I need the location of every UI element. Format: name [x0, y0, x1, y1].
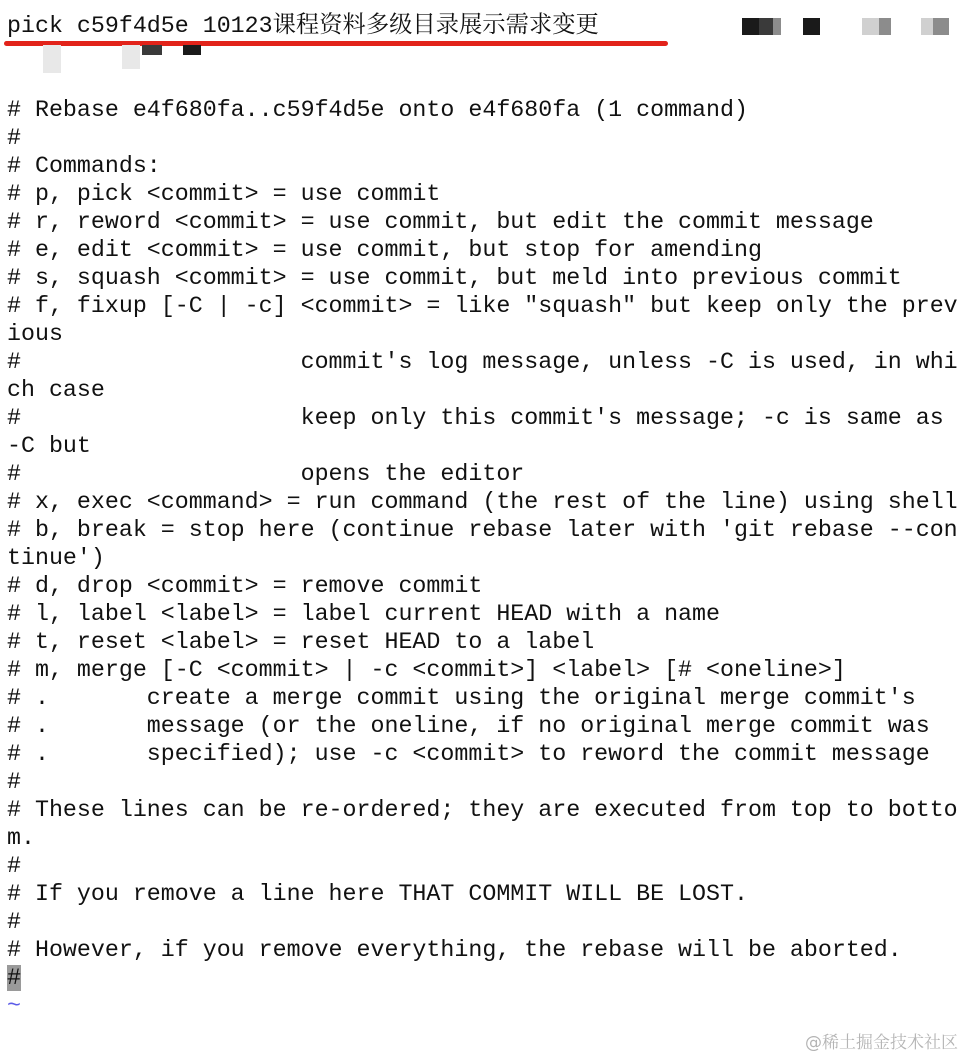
comment-line: # p, pick <commit> = use commit — [7, 181, 441, 207]
comment-line: ious — [7, 321, 63, 347]
redaction-block — [862, 18, 879, 35]
comment-line: ch case — [7, 377, 105, 403]
redaction-block — [742, 18, 759, 35]
empty-buffer-tilde: ~ — [7, 993, 21, 1019]
comment-line: # Rebase e4f680fa..c59f4d5e onto e4f680fa (1 command) — [7, 97, 748, 123]
comment-line: # These lines can be re-ordered; they are executed from top to botto — [7, 797, 958, 823]
comment-line: # keep only this commit's message; -c is same as — [7, 405, 944, 431]
comment-line: # However, if you remove everything, the rebase will be aborted. — [7, 937, 902, 963]
editor-buffer[interactable] — [7, 96, 962, 1020]
comment-line: # t, reset <label> = reset HEAD to a label — [7, 629, 595, 655]
redaction-block — [759, 18, 773, 35]
comment-line: # b, break = stop here (continue rebase later with 'git rebase --con — [7, 517, 958, 543]
redaction-block — [183, 45, 201, 55]
cursor-line[interactable] — [7, 964, 962, 992]
redaction-block — [122, 45, 140, 69]
redaction-block — [921, 18, 933, 35]
comment-line: # d, drop <commit> = remove commit — [7, 573, 483, 599]
comment-line: # opens the editor — [7, 461, 525, 487]
redaction-block — [142, 45, 162, 55]
comment-line: # — [7, 769, 21, 795]
comment-line: # Commands: — [7, 153, 161, 179]
comment-line: # m, merge [-C <commit> | -c <commit>] <label> [# <oneline>] — [7, 657, 846, 683]
redaction-block — [773, 18, 781, 35]
comment-line: # s, squash <commit> = use commit, but meld into previous commit — [7, 265, 902, 291]
comment-line: # — [7, 853, 21, 879]
comment-line: tinue') — [7, 545, 105, 571]
comment-line: # commit's log message, unless -C is used, in whi — [7, 349, 958, 375]
comment-line: m. — [7, 825, 35, 851]
comment-line: # r, reword <commit> = use commit, but edit the commit message — [7, 209, 874, 235]
comment-line: # x, exec <command> = run command (the rest of the line) using shell — [7, 489, 958, 515]
redaction-block — [43, 45, 61, 73]
comment-line: # . specified); use -c <commit> to reword the commit message — [7, 741, 930, 767]
redaction-block — [933, 18, 949, 35]
comment-line: # — [7, 125, 21, 151]
comment-line: # . message (or the oneline, if no original merge commit was — [7, 713, 930, 739]
comment-line: # e, edit <commit> = use commit, but stop for amending — [7, 237, 762, 263]
watermark: @稀土掘金技术社区 — [805, 1033, 958, 1053]
comment-line: -C but — [7, 433, 91, 459]
red-underline-annotation — [4, 41, 668, 46]
text-cursor[interactable]: # — [7, 965, 21, 991]
redaction-block — [803, 18, 820, 35]
comment-line: # l, label <label> = label current HEAD with a name — [7, 601, 721, 627]
comment-line: # If you remove a line here THAT COMMIT WILL BE LOST. — [7, 881, 748, 907]
comment-line: # . create a merge commit using the original merge commit's — [7, 685, 916, 711]
comment-line: # f, fixup [-C | -c] <commit> = like "squash" but keep only the prev — [7, 293, 958, 319]
redaction-block — [879, 18, 891, 35]
rebase-todo-pick-line[interactable]: pick c59f4d5e 10123课程资料多级目录展示需求变更 — [7, 13, 599, 39]
comment-line: # — [7, 909, 21, 935]
